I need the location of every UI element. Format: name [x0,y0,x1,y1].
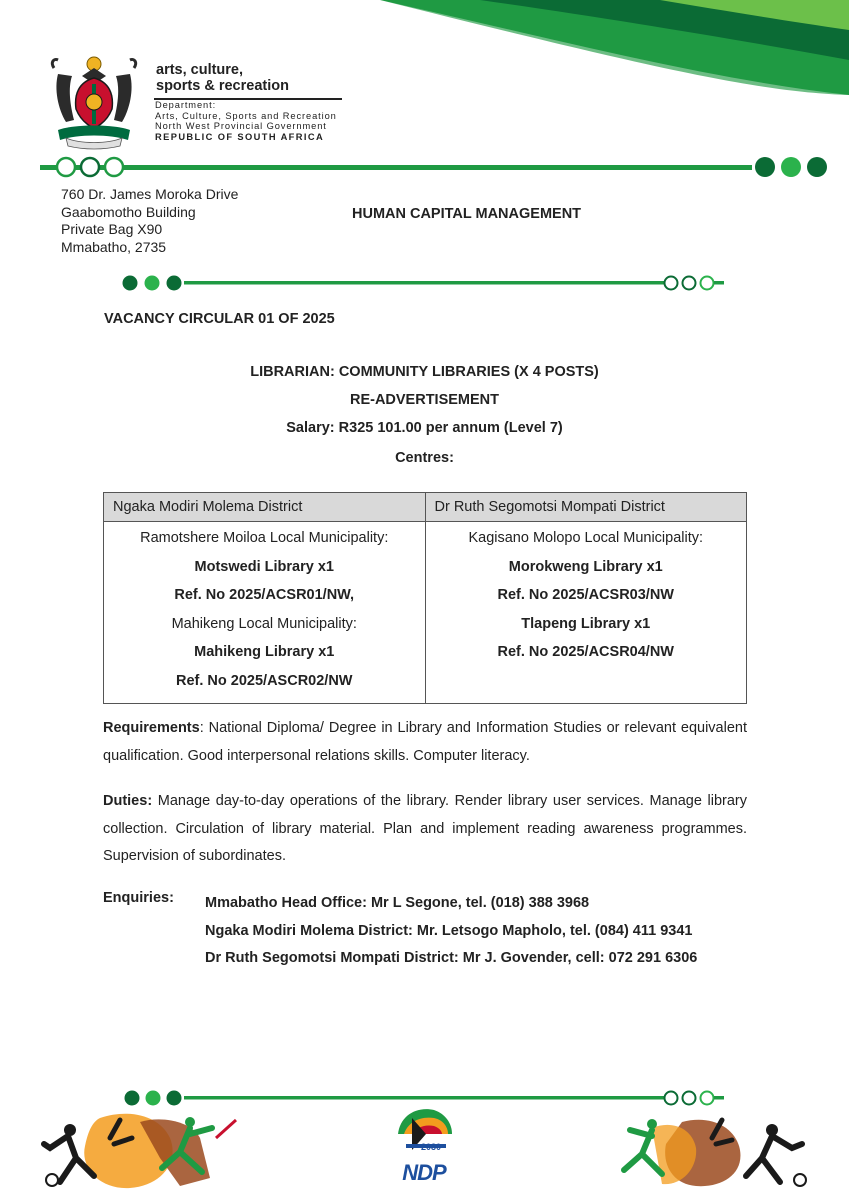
address-line: Mmabatho, 2735 [61,238,167,255]
enquiry-line: Ngaka Modiri Molema District: Mr. Letsogo Mapholo, tel. (084) 411 9341 [205,922,693,939]
department-info [155,100,337,142]
address-line: Private Bag X90 [61,221,163,237]
sports-art-left-image [40,1108,240,1190]
centre-line: Motswedi Library x1 [194,558,334,575]
centre-line: Ref. No 2025/ACSR01/NW, [174,587,355,603]
centre-line: Morokweng Library x1 [508,558,663,575]
header-divider [40,153,830,181]
coat-of-arms-logo [44,54,144,150]
table-header-cell: Dr Ruth Segomotsi Mompati District [425,493,747,522]
centres-table [103,492,747,704]
post-title: LIBRARIAN: COMMUNITY LIBRARIES (X 4 POSTS) [250,364,599,380]
enquiries-list [205,890,697,973]
centre-line: Mahikeng Library x1 [194,644,335,660]
department-name-line-2: sports & recreation [156,78,289,94]
table-cell-left [104,522,426,704]
enquiries-label: Enquiries: [103,890,174,906]
address-line: Gaabomotho Building [61,203,196,220]
department-name-line-1: arts, culture, [156,62,244,78]
readvertisement-label: RE-ADVERTISEMENT [349,392,500,408]
centre-line: Ramotshere Moiloa Local Municipality: [140,530,389,546]
sports-art-right-image [612,1108,812,1190]
centres-label: Centres: [395,450,454,466]
table-header-cell: Ngaka Modiri Molema District [104,493,426,522]
table-cell-right [425,522,747,704]
department-info-line: Department: [155,100,217,110]
duties-paragraph [103,788,747,871]
centre-line: Kagisano Molopo Local Municipality: [468,530,704,546]
department-name [156,62,289,94]
ndp-text: NDP [402,1160,446,1185]
department-info-line: Arts, Culture, Sports and Recreation [155,110,337,121]
address-line: 760 Dr. James Moroka Drive [61,186,239,202]
table-header-row [104,493,747,522]
ndp-year: 2030 [421,1142,442,1152]
requirements-text: : National Diploma/ Degree in Library and Information Studies or relevant equivalent qualification. Good interpersonal relations skills. Computer literacy. [103,720,747,764]
section-divider [120,273,730,293]
salary: Salary: R325 101.00 per annum (Level 7) [286,420,563,436]
duties-label: Duties: [103,793,153,809]
enquiry-line: Mmabatho Head Office: Mr L Segone, tel. (018) 388 3968 [205,895,590,911]
circular-number: VACANCY CIRCULAR 01 OF 2025 [104,311,335,327]
department-info-line: North West Provincial Government [155,121,327,132]
country-name: REPUBLIC OF SOUTH AFRICA [155,131,325,142]
requirements-label: Requirements [103,720,200,736]
centre-line: Tlapeng Library x1 [521,615,651,632]
duties-text: Manage day-to-day operations of the library. Render library user services. Manage library collection. Circulation of library material. Plan and implement reading awareness programmes. Supervision of subordinates. [103,793,747,864]
unit-title: HUMAN CAPITAL MANAGEMENT [352,206,582,222]
header-green-swoosh [360,0,849,100]
centre-line: Ref. No 2025/ASCR02/NW [176,672,353,689]
table-row [104,522,747,704]
requirements-paragraph [103,715,747,770]
centre-line: Mahikeng Local Municipality: [171,615,357,632]
centre-line: Ref. No 2025/ACSR03/NW [497,587,674,603]
postal-address [61,186,238,256]
centre-line: Ref. No 2025/ACSR04/NW [497,644,674,660]
enquiry-line: Dr Ruth Segomotsi Mompati District: Mr J. Govender, cell: 072 291 6306 [205,950,698,966]
